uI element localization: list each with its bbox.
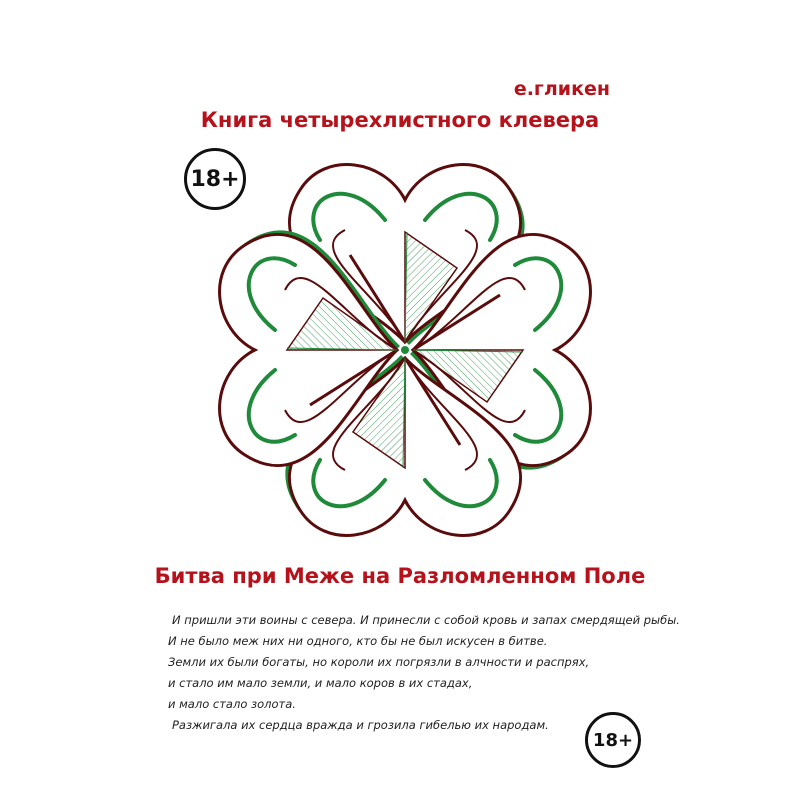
four-leaf-clover-illustration [205,150,605,550]
blurb-line: Разжигала их сердца вражда и грозила гибелью их народам. [172,718,549,732]
blurb-line: И пришли эти воины с севера. И принесли с собой кровь и запах смердящей рыбы. [172,613,680,627]
book-title: Книга четырехлистного клевера [200,108,600,132]
blurb-line: и стало им мало земли, и мало коров в их стадах, [168,676,473,690]
age-rating-badge-bottom: 18+ [585,712,641,768]
author-name: е.гликен [513,78,610,100]
blurb-line: Земли их были богаты, но короли их погрязли в алчности и распрях, [168,655,590,669]
book-subtitle: Битва при Меже на Разломленном Поле [154,564,646,588]
age-rating-badge-top: 18+ [184,148,246,210]
blurb-line: И не было меж них ни одного, кто бы не был искусен в битве. [168,634,548,648]
blurb-line: и мало стало золота. [168,697,296,711]
